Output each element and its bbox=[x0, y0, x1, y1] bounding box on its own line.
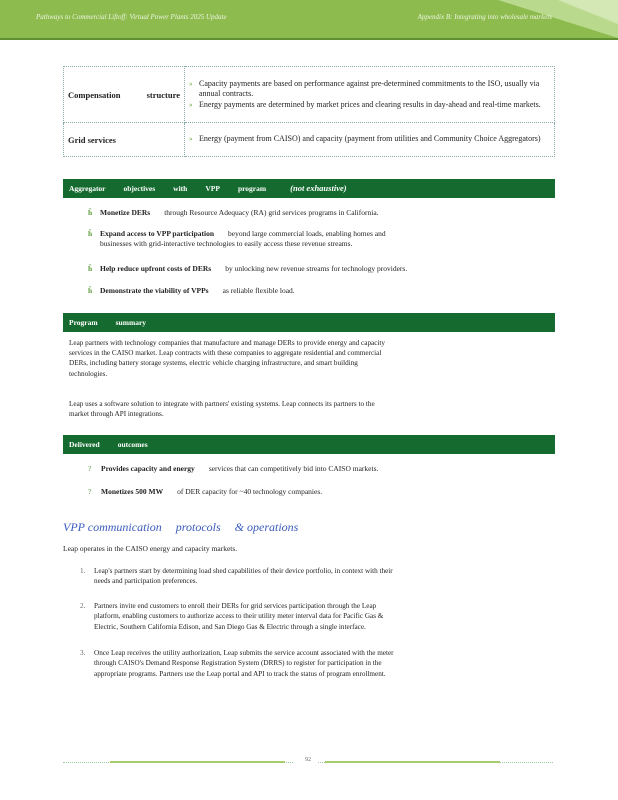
header-rule bbox=[0, 38, 618, 40]
summary-paragraph-2: Leap uses a software solution to integrate with partners' existing systems. Leap connects its partners to the market through API integrations. bbox=[69, 400, 375, 419]
grid-services-value bbox=[185, 123, 555, 157]
list-item: 3. Once Leap receives the utility authorization, Leap submits the service account associated with the meter through CAISO's Demand Response Registration System (DRRS) to register for participation in the appropriate programs. Partners use the Leap portal and API to track the status of program enrollment. bbox=[80, 649, 394, 678]
page-number: 92 bbox=[305, 757, 311, 763]
objective-bullet-icon: ĥ bbox=[88, 264, 93, 273]
chevron-right-icon: » bbox=[189, 135, 193, 144]
page-header-band bbox=[0, 0, 618, 38]
program-info-table bbox=[63, 66, 555, 157]
section-lead: Leap operates in the CAISO energy and capacity markets. bbox=[63, 544, 238, 553]
chevron-right-icon: » bbox=[189, 100, 193, 109]
list-item: ĥ Help reduce upfront costs of DERs by unlocking new revenue streams for technology providers. bbox=[88, 264, 408, 273]
outcomes-header: Delivered outcomes bbox=[63, 435, 555, 454]
header-title-left: Pathways to Commercial Liftoff: Virtual Power Plants 2025 Update bbox=[36, 13, 227, 21]
list-item: ? Provides capacity and energy services that can competitively bid into CAISO markets. bbox=[88, 464, 379, 473]
objective-bullet-icon: ĥ bbox=[88, 208, 93, 217]
compensation-label: Compensation structure bbox=[64, 67, 185, 123]
list-item: ĥ Demonstrate the viability of VPPs as reliable flexible load. bbox=[88, 286, 295, 295]
objective-bullet-icon: ĥ bbox=[88, 229, 93, 238]
objectives-header: Aggregator objectives with VPP program (not exhaustive) bbox=[63, 179, 555, 198]
outcome-bullet-icon: ? bbox=[88, 487, 92, 496]
section-title: VPP communication protocols & operations bbox=[63, 520, 299, 534]
list-item: ĥ Monetize DERs through Resource Adequacy (RA) grid services programs in California. bbox=[88, 208, 379, 217]
header-decor-light bbox=[558, 0, 618, 24]
grid-services-label: Grid services bbox=[64, 123, 185, 157]
objective-bullet-icon: ĥ bbox=[88, 286, 93, 295]
list-item: ? Monetizes 500 MW of DER capacity for ~40 technology companies. bbox=[88, 487, 323, 496]
list-item: 1. Leap's partners start by determining load shed capabilities of their device portfolio, in context with their needs and participation preferences. bbox=[80, 567, 393, 586]
list-item: » Energy payments are determined by market prices and clearing results in day-ahead and real-time markets. bbox=[189, 99, 541, 109]
list-item: » Energy (payment from CAISO) and capacity (payment from utilities and Community Choice Aggregators) bbox=[189, 134, 541, 144]
list-item: » Capacity payments are based on performance against pre-determined commitments to the ISO, usually via annual contracts. bbox=[189, 78, 540, 99]
footer-accent-left bbox=[110, 761, 285, 763]
chevron-right-icon: » bbox=[189, 79, 193, 88]
list-item: ĥ Expand access to VPP participation beyond large commercial loads, enabling homes and businesses with grid-interactive technologies to easily access these revenue streams. bbox=[88, 229, 386, 248]
summary-paragraph-1: Leap partners with technology companies that manufacture and manage DERs to provide energy and capacity services in the CAISO market. Leap contracts with these companies to aggregate residential and commercial DERs, including battery storage systems, electric vehicle charging infrastructure, and smart building technologies. bbox=[69, 339, 386, 378]
footer-accent-right bbox=[325, 761, 500, 763]
header-title-right: Appendix B: Integrating into wholesale markets bbox=[417, 13, 552, 21]
outcome-bullet-icon: ? bbox=[88, 464, 92, 473]
list-item: 2. Partners invite end customers to enroll their DERs for grid services participation through the Leap platform, enabling customers to authorize access to their utility meter interval data for Pacific Gas & Electric, Southern California Edison, and San Diego Gas & Electric through a single interface. bbox=[80, 602, 384, 631]
compensation-value bbox=[185, 67, 555, 123]
summary-header: Program summary bbox=[63, 313, 555, 332]
